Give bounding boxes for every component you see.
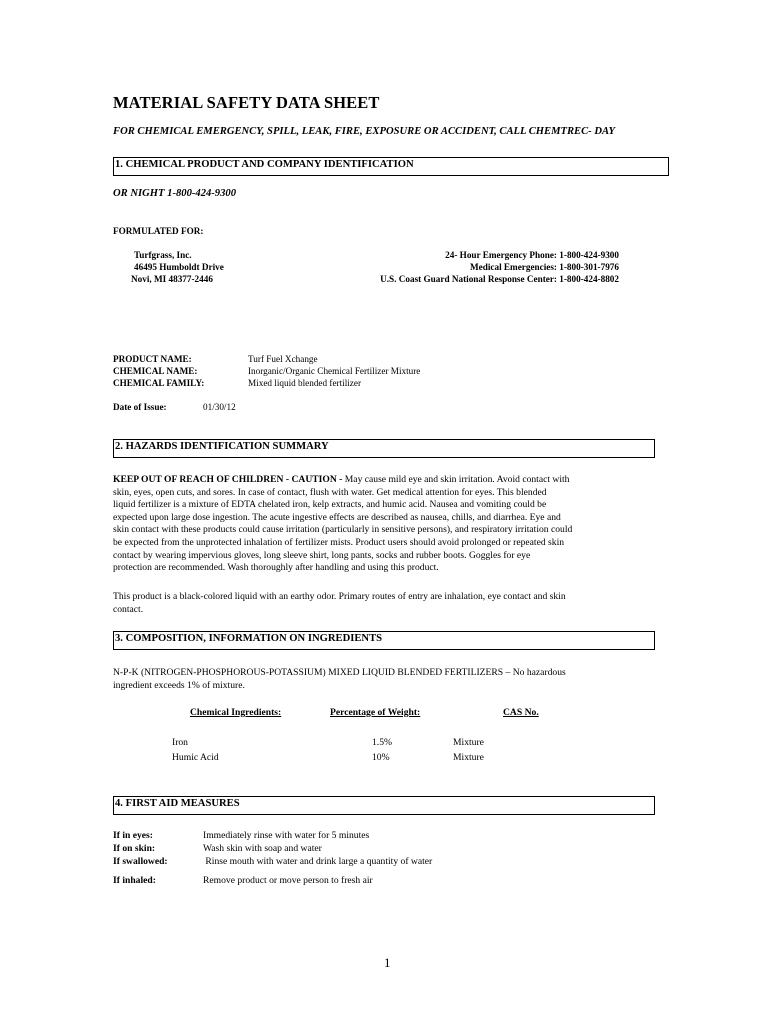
ingredient-name: Humic Acid	[172, 752, 219, 763]
section-1-title: 1. CHEMICAL PRODUCT AND COMPANY IDENTIFICATION	[115, 159, 414, 170]
first-aid-text: Wash skin with soap and water	[203, 843, 322, 854]
composition-intro-line: N-P-K (NITROGEN-PHOSPHOROUS-POTASSIUM) MIXED LIQUID BLENDED FERTILIZERS – No hazardous	[113, 667, 566, 678]
chemical-name-value: Inorganic/Organic Chemical Fertilizer Mixture	[248, 366, 421, 376]
ingredient-percentage: 10%	[372, 752, 390, 763]
ingredient-cas: Mixture	[453, 752, 484, 763]
chemical-name-label: CHEMICAL NAME:	[113, 366, 198, 376]
first-aid-label: If in eyes:	[113, 830, 153, 841]
product-name-label: PRODUCT NAME:	[113, 354, 192, 364]
hazards-line: liquid fertilizer is a mixture of EDTA chelated iron, kelp extracts, and humic acid. Nausea and vomiting could be	[113, 499, 547, 511]
section-2-title: 2. HAZARDS IDENTIFICATION SUMMARY	[115, 441, 329, 452]
document-title: MATERIAL SAFETY DATA SHEET	[113, 93, 380, 112]
first-aid-label: If swallowed:	[113, 856, 168, 867]
hazards-line: expected upon large dose ingestion. The acute ingestive effects are described as nausea, chills, and diarrhea. Eye and	[113, 511, 561, 523]
company-address-2: Novi, MI 48377-2446	[131, 274, 213, 284]
company-name: Turfgrass, Inc.	[134, 250, 192, 260]
section-4-title: 4. FIRST AID MEASURES	[115, 798, 240, 809]
header-cas-no: CAS No.	[503, 707, 539, 718]
product-description-paragraph	[113, 591, 673, 616]
section-3-title: 3. COMPOSITION, INFORMATION ON INGREDIENTS	[115, 633, 383, 644]
chemical-family-value: Mixed liquid blended fertilizer	[248, 378, 362, 388]
page-number: 1	[384, 955, 391, 970]
section-3-header	[113, 631, 655, 650]
first-aid-text: Remove product or move person to fresh air	[203, 875, 373, 886]
first-aid-label: If on skin:	[113, 843, 156, 854]
section-2-header	[113, 439, 655, 458]
header-percentage-of-weight: Percentage of Weight:	[330, 707, 421, 718]
coast-guard-phone: U.S. Coast Guard National Response Center: 1-800-424-8802	[380, 274, 619, 284]
composition-intro-line: ingredient exceeds 1% of mixture.	[113, 679, 245, 691]
first-aid-label: If inhaled:	[113, 875, 156, 886]
composition-intro	[113, 667, 673, 692]
ingredient-percentage: 1.5%	[372, 737, 392, 748]
ingredient-name: Iron	[172, 737, 188, 748]
description-line: This product is a black-colored liquid with an earthy odor. Primary routes of entry are inhalation, eye contact and skin	[113, 591, 566, 602]
ingredient-cas: Mixture	[453, 737, 484, 748]
hazards-line: be expected from the unprotected inhalation of fertilizer mists. Product users should avoid prolonged or repeated skin	[113, 536, 565, 548]
chemical-family-label: CHEMICAL FAMILY:	[113, 378, 205, 388]
first-aid-text: Rinse mouth with water and drink large a quantity of water	[203, 856, 433, 867]
header-chemical-ingredients: Chemical Ingredients:	[190, 707, 282, 718]
company-address-1: 46495 Humboldt Drive	[134, 262, 224, 272]
hazards-line-1-text: May cause mild eye and skin irritation. Avoid contact with	[344, 474, 570, 485]
night-phone-line: OR NIGHT 1-800-424-9300	[113, 188, 236, 199]
date-of-issue-value: 01/30/12	[203, 402, 236, 412]
date-of-issue-label: Date of Issue:	[113, 402, 167, 412]
hazards-line: protection are recommended. Wash thoroughly after handling and using this product.	[113, 562, 439, 574]
section-4-header	[113, 796, 655, 815]
hazards-line: skin, eyes, open cuts, and sores. In case of contact, flush with water. Get medical attention for eyes. This blended	[113, 486, 547, 498]
emergency-instruction: FOR CHEMICAL EMERGENCY, SPILL, LEAK, FIRE, EXPOSURE OR ACCIDENT, CALL CHEMTREC- DAY	[113, 126, 615, 137]
formulated-for-label: FORMULATED FOR:	[113, 226, 204, 236]
emergency-phone: 24- Hour Emergency Phone: 1-800-424-9300	[445, 250, 619, 260]
hazards-paragraph	[113, 474, 673, 575]
hazards-line: contact by wearing impervious gloves, long sleeve shirt, long pants, socks and rubber boots. Goggles for eye	[113, 549, 531, 561]
section-1-header	[113, 157, 669, 176]
first-aid-text: Immediately rinse with water for 5 minutes	[203, 830, 370, 841]
description-line: contact.	[113, 603, 144, 615]
hazards-line-1	[113, 474, 673, 487]
hazards-lead: KEEP OUT OF REACH OF CHILDREN - CAUTION -	[113, 474, 345, 485]
product-name-value: Turf Fuel Xchange	[248, 354, 318, 364]
medical-emergency-phone: Medical Emergencies: 1-800-301-7976	[469, 262, 619, 272]
hazards-line: skin contact with these products could cause irritation (particularly in sensitive persons), and respiratory irritation could	[113, 524, 573, 536]
